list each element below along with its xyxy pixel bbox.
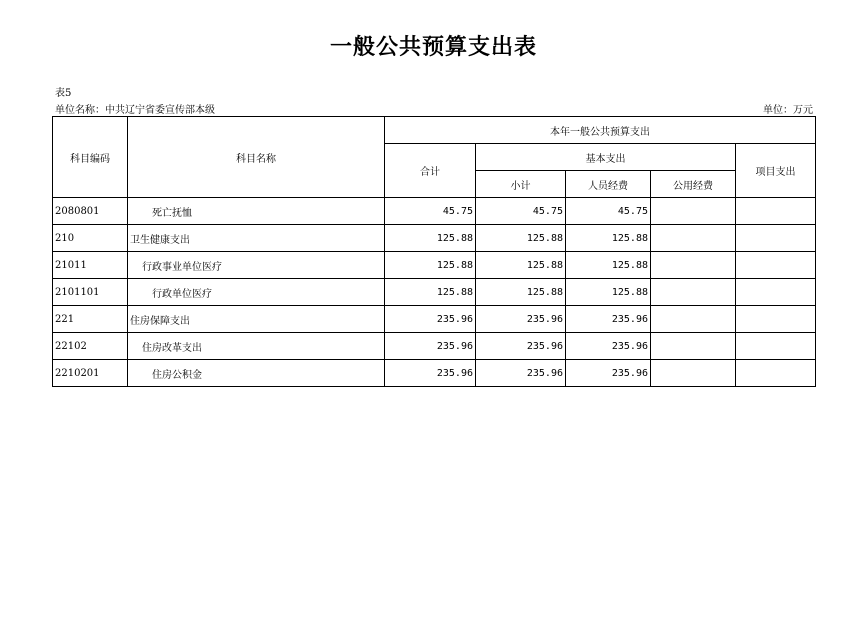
cell-code: 210 [53,225,128,252]
cell-project [736,225,816,252]
cell-total: 125.88 [385,225,476,252]
cell-personnel: 125.88 [566,252,651,279]
cell-subtotal: 235.96 [476,333,566,360]
table-number: 表5 [55,88,72,99]
cell-name: 死亡抚恤 [128,198,385,225]
header-current-year: 本年一般公共预算支出 [385,117,816,144]
unit-name: 单位名称：中共辽宁省委宣传部本级 [55,105,215,116]
cell-name: 行政单位医疗 [128,279,385,306]
cell-project [736,198,816,225]
page-title: 一般公共预算支出表 [329,35,537,60]
cell-name: 卫生健康支出 [128,225,385,252]
cell-code: 2101101 [53,279,128,306]
cell-subtotal: 125.88 [476,279,566,306]
cell-personnel: 235.96 [566,306,651,333]
cell-total: 235.96 [385,360,476,387]
cell-public [651,360,736,387]
cell-subtotal: 125.88 [476,252,566,279]
cell-project [736,279,816,306]
currency-unit: 单位：万元 [763,105,813,116]
cell-total: 45.75 [385,198,476,225]
table-row [53,198,816,225]
cell-total: 235.96 [385,306,476,333]
cell-code: 2210201 [53,360,128,387]
cell-code: 22102 [53,333,128,360]
cell-project [736,333,816,360]
budget-table [52,116,816,387]
table-row [53,360,816,387]
header-project: 项目支出 [736,144,816,198]
table-row [53,333,816,360]
cell-project [736,306,816,333]
cell-code: 2080801 [53,198,128,225]
cell-personnel: 45.75 [566,198,651,225]
cell-name: 住房改革支出 [128,333,385,360]
header-subject-code: 科目编码 [53,117,128,198]
cell-total: 125.88 [385,252,476,279]
cell-public [651,279,736,306]
cell-public [651,306,736,333]
cell-total: 125.88 [385,279,476,306]
header-basic: 基本支出 [476,144,736,171]
cell-public [651,252,736,279]
cell-subtotal: 45.75 [476,198,566,225]
cell-name: 行政事业单位医疗 [128,252,385,279]
cell-total: 235.96 [385,333,476,360]
cell-personnel: 235.96 [566,360,651,387]
header-total: 合计 [385,144,476,198]
cell-public [651,198,736,225]
cell-public [651,225,736,252]
cell-personnel: 235.96 [566,333,651,360]
cell-subtotal: 235.96 [476,360,566,387]
table-row [53,306,816,333]
table-row [53,279,816,306]
cell-name: 住房公积金 [128,360,385,387]
cell-personnel: 125.88 [566,279,651,306]
cell-public [651,333,736,360]
cell-subtotal: 235.96 [476,306,566,333]
header-personnel: 人员经费 [566,171,651,198]
cell-code: 21011 [53,252,128,279]
cell-name: 住房保障支出 [128,306,385,333]
header-subject-name: 科目名称 [128,117,385,198]
cell-project [736,360,816,387]
header-public: 公用经费 [651,171,736,198]
table-row [53,225,816,252]
cell-project [736,252,816,279]
header-subtotal: 小计 [476,171,566,198]
cell-personnel: 125.88 [566,225,651,252]
table-row [53,252,816,279]
cell-subtotal: 125.88 [476,225,566,252]
cell-code: 221 [53,306,128,333]
